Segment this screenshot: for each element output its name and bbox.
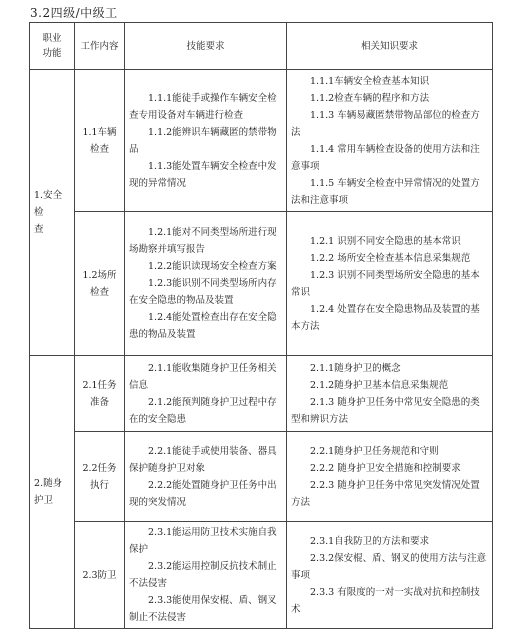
- header-work-content: 工作内容: [75, 23, 125, 70]
- knowledge-item: 2.1.2随身护卫基本信息采集规范: [310, 379, 449, 391]
- task-label: 2.2任务 执行: [82, 462, 117, 491]
- skill-item: 2.3.3能使用保安棍、盾、钢叉制止不法侵害: [129, 595, 277, 623]
- knowledge-item: 2.2.2 随身护卫安全措施和控制要求: [310, 462, 461, 474]
- knowledge-item: 1.1.3 车辆易藏匿禁带物品部位的检查方法: [291, 109, 480, 138]
- knowledge-item: 2.2.1随身护卫任务规范和守则: [310, 445, 439, 457]
- task-label: 1.2场所 检查: [82, 269, 117, 298]
- task-label: 2.3防卫: [82, 569, 117, 581]
- knowledge-item: 1.1.4 常用车辆检查设备的使用方法和注意事项: [291, 143, 480, 172]
- table-row: [30, 212, 493, 356]
- knowledge-item: 2.1.3 随身护卫任务中常见安全隐患的类型和辨识方法: [291, 396, 480, 425]
- skill-item: 1.2.2能识读现场安全检查方案: [148, 261, 277, 272]
- knowledge-item: 2.3.3 有限度的一对一实战对抗和控制技术: [291, 586, 480, 615]
- skill-item: 1.1.1能徒手或操作车辆安全检查专用设备对车辆进行检查: [129, 92, 277, 121]
- skills-standard-table: [29, 22, 493, 629]
- task-cell: [75, 432, 125, 522]
- knowledge-item: 2.2.3 随身护卫任务中常见突发情况处置方法: [291, 479, 480, 508]
- task-cell: [75, 356, 125, 432]
- task-cell: [75, 70, 125, 212]
- knowledge-item: 1.1.5 车辆安全检查中异常情况的处置方法和注意事项: [291, 177, 480, 206]
- knowledge-item: 2.3.1自我防卫的方法和要求: [310, 535, 430, 547]
- task-cell: [75, 522, 125, 629]
- knowledge-item: 2.3.2保安棍、盾、钢叉的使用方法与注意事项: [291, 552, 487, 581]
- skills-cell: [125, 432, 287, 522]
- function-cell-1: [30, 70, 75, 356]
- task-cell: [75, 212, 125, 356]
- skill-item: 2.1.1能收集随身护卫任务相关信息: [129, 362, 277, 391]
- function-label: 1.安全检 查: [34, 190, 63, 235]
- table-row: [30, 356, 493, 432]
- header-skill-requirements: 技能要求: [125, 23, 287, 70]
- table-header-row: [30, 23, 493, 70]
- skill-item: 1.1.3能处置车辆安全检查中发现的异常情况: [129, 160, 277, 189]
- table-row: [30, 432, 493, 522]
- skill-item: 2.3.1能运用防卫技术实施自我保护: [129, 527, 277, 555]
- knowledge-item: 2.1.1随身护卫的概念: [310, 362, 401, 374]
- knowledge-cell: [287, 356, 493, 432]
- skill-item: 2.3.2能运用控制反抗技术制止不法侵害: [129, 561, 277, 589]
- skills-cell: [125, 522, 287, 629]
- table-row: [30, 70, 493, 212]
- skill-item: 2.2.2能处置随身护卫任务中出现的突发情况: [129, 479, 277, 508]
- skills-cell: [125, 356, 287, 432]
- knowledge-cell: [287, 212, 493, 356]
- task-label: 1.1车辆 检查: [82, 126, 117, 155]
- knowledge-cell: [287, 70, 493, 212]
- section-heading: 3.2四级/中级工: [30, 6, 118, 20]
- task-label: 2.1任务 准备: [82, 379, 117, 408]
- function-cell-2: [30, 356, 75, 629]
- header-function: [30, 23, 75, 70]
- table-row: [30, 522, 493, 629]
- knowledge-item: 1.2.2 场所安全检查基本信息采集规范: [310, 252, 471, 264]
- skill-item: 2.2.1能徒手或使用装备、器具保护随身护卫对象: [129, 445, 277, 474]
- skills-cell: [125, 212, 287, 356]
- knowledge-cell: [287, 522, 493, 629]
- header-function-label: 职业 功能: [42, 33, 62, 59]
- header-knowledge-requirements: 相关知识要求: [287, 23, 493, 70]
- skills-cell: [125, 70, 287, 212]
- knowledge-item: 1.2.4 处置存在安全隐患物品及装置的基本方法: [291, 303, 480, 332]
- knowledge-item: 1.1.1车辆安全检查基本知识: [310, 75, 430, 87]
- knowledge-item: 1.1.2检查车辆的程序和方法: [310, 92, 430, 104]
- skill-item: 1.1.2能辨识车辆藏匿的禁带物品: [129, 126, 277, 155]
- knowledge-item: 1.2.3 识别不同类型场所安全隐患的基本常识: [291, 269, 480, 298]
- function-label: 2.随身 护卫: [34, 478, 63, 506]
- skill-item: 1.2.1能对不同类型场所进行现场勘察并填写报告: [129, 227, 277, 255]
- knowledge-cell: [287, 432, 493, 522]
- skill-item: 1.2.3能识别不同类型场所内存在安全隐患的物品及装置: [129, 278, 277, 306]
- knowledge-item: 1.2.1 识别不同安全隐患的基本常识: [310, 235, 461, 247]
- skill-item: 1.2.4能处置检查出存在安全隐患的物品及装置: [129, 312, 277, 340]
- skill-item: 2.1.2能预判随身护卫过程中存在的安全隐患: [129, 396, 277, 425]
